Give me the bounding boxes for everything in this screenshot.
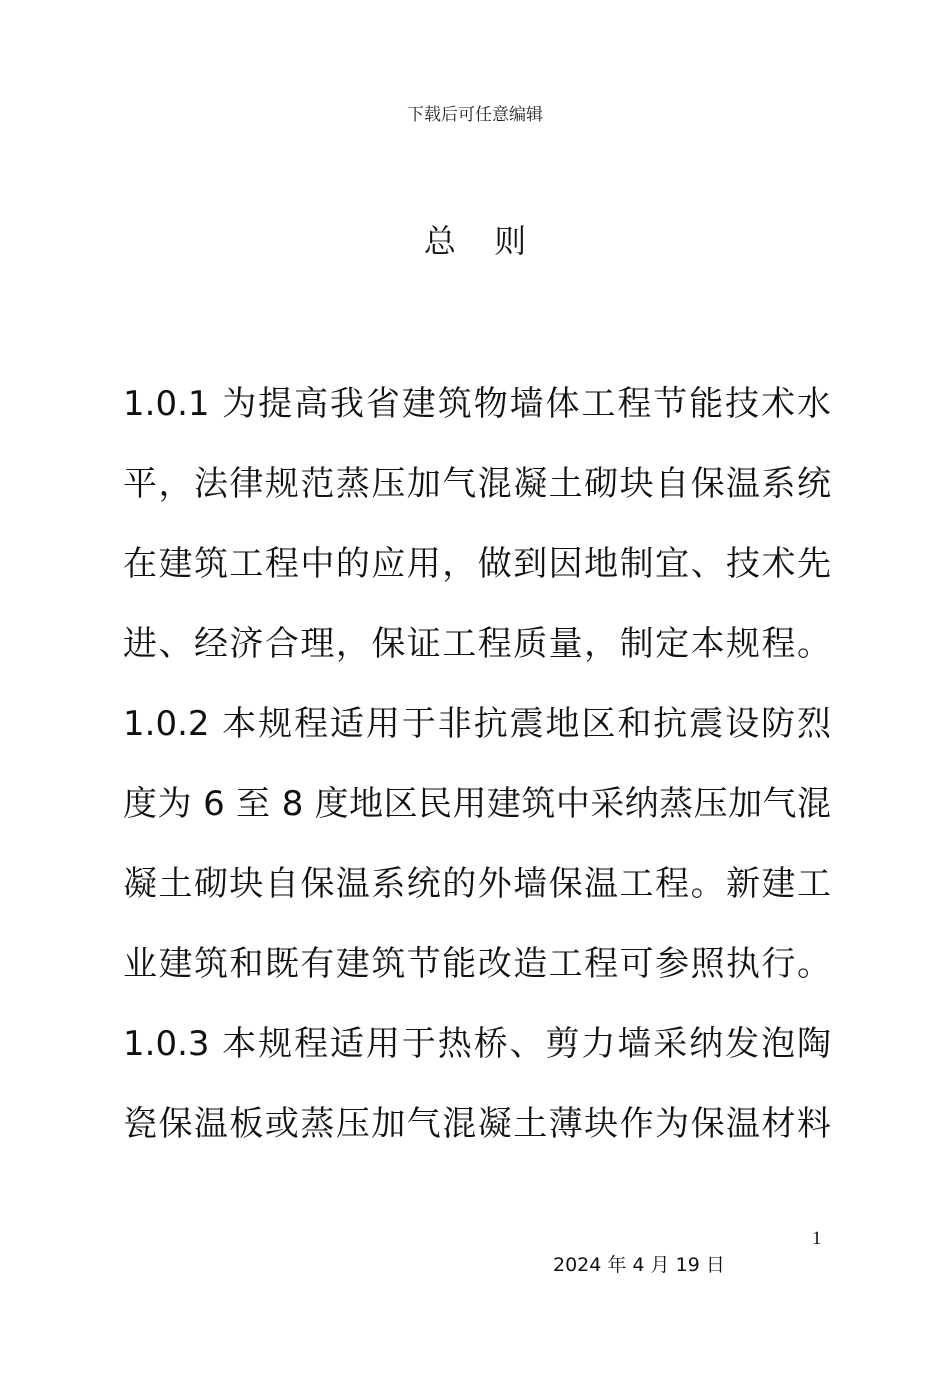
body-line: 1.0.1 为提高我省建筑物墙体工程节能技术水 (123, 384, 831, 424)
body-line: 业建筑和既有建筑节能改造工程可参照执行。 (123, 944, 831, 984)
body-line: 进、经济合理，保证工程质量，制定本规程。 (123, 624, 831, 664)
body-line: 1.0.3 本规程适用于热桥、剪力墙采纳发泡陶 (123, 1024, 831, 1064)
body-line: 在建筑工程中的应用，做到因地制宜、技术先 (123, 544, 831, 584)
body-line: 凝土砌块自保温系统的外墙保温工程。新建工 (123, 864, 831, 904)
body-text (123, 364, 831, 1164)
footer-date: 2024 年 4 月 19 日 (553, 1254, 725, 1276)
body-line: 瓷保温板或蒸压加气混凝土薄块作为保温材料 (123, 1104, 831, 1144)
page-title: 总 则 (423, 222, 541, 260)
body-line: 1.0.2 本规程适用于非抗震地区和抗震设防烈 (123, 704, 831, 744)
header-note: 下载后可任意编辑 (407, 105, 543, 125)
page-number: 1 (812, 1228, 822, 1249)
body-line: 平，法律规范蒸压加气混凝土砌块自保温系统 (123, 464, 831, 504)
body-line: 度为 6 至 8 度地区民用建筑中采纳蒸压加气混 (123, 784, 831, 824)
